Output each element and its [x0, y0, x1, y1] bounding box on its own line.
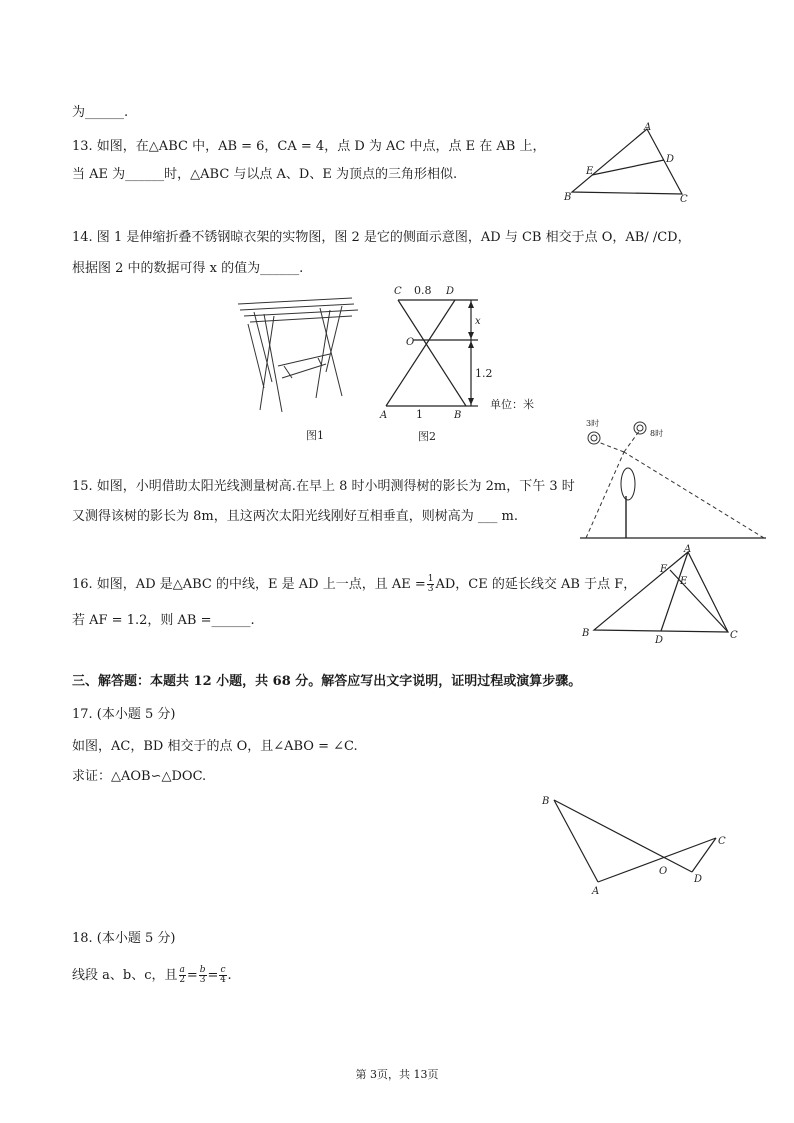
q17-label-d: D — [694, 874, 703, 885]
q14-label-x: x — [475, 316, 481, 327]
q14-line2: 根据图 2 中的数据可得 x 的值为______. — [72, 261, 304, 276]
q16-line1-post: AD，CE 的延长线交 AB 于点 F， — [435, 577, 637, 592]
q15-label-8: 8时 — [650, 429, 664, 438]
q15-line1: 15. 如图，小明借助太阳光线测量树高.在早上 8 时小明测得树的影长为 2m，下午 3 时 — [72, 479, 575, 494]
q14-label-h: 1.2 — [475, 367, 493, 380]
q13-label-d: D — [666, 154, 675, 165]
q17-figure — [536, 790, 736, 900]
q18-line-pre: 线段 a、b、c，且 — [72, 968, 178, 983]
q16-frac-num: 1 — [427, 574, 434, 584]
q16-line1 — [72, 575, 636, 594]
q16-label-f: F — [660, 564, 667, 575]
q13-label-b: B — [564, 192, 572, 203]
q16-line1-pre: 16. 如图，AD 是△ABC 的中线，E 是 AD 上一点，且 AE = — [72, 577, 426, 592]
q16-label-b: B — [582, 628, 590, 639]
q15-sun-right — [634, 422, 646, 434]
q15-ray-left — [586, 452, 624, 538]
q18-frac-a-num: a — [179, 965, 185, 975]
q17-label-c: C — [718, 836, 726, 847]
q17-line-ba — [554, 800, 598, 882]
q13-label-c: C — [680, 194, 688, 205]
q17-label-a: A — [592, 886, 600, 897]
q13-line2: 当 AE 为______时，△ABC 与以点 A、D、E 为顶点的三角形相似. — [72, 167, 458, 182]
q15-tree-crown — [621, 468, 635, 500]
q15-ray-right — [624, 452, 764, 538]
q14-line1: 14. 图 1 是伸缩折叠不锈钢晾衣架的实物图，图 2 是它的侧面示意图，AD 与 CB 相交于点 O，AB/ /CD， — [72, 230, 691, 245]
q18-eq-1: = — [186, 968, 198, 983]
q14-fig1-caption: 图1 — [306, 429, 324, 442]
q17-line1: 如图，AC，BD 相交于的点 O，且∠ABO = ∠C. — [72, 739, 358, 754]
q17-label-o: O — [659, 866, 668, 877]
q16-label-e: E — [680, 576, 688, 587]
q14-label-c: C — [394, 286, 402, 297]
q16-line-cf — [670, 570, 728, 632]
q14-label-bottom: 1 — [416, 408, 423, 421]
q16-frac-den: 3 — [427, 584, 434, 594]
q18-title: 18. (本小题 5 分) — [72, 931, 176, 946]
q14-unit: 单位：米 — [490, 398, 534, 411]
q18-frac-b-num: b — [199, 965, 206, 975]
q17-line-bd — [554, 800, 692, 872]
q13-line1: 13. 如图，在△ABC 中，AB = 6，CA = 4，点 D 为 AC 中点，点 E 在 AB 上， — [72, 139, 546, 154]
q16-label-d: D — [655, 635, 664, 646]
q16-label-a: A — [684, 544, 692, 555]
q15-figure — [576, 414, 771, 544]
q14-figure1 — [234, 292, 364, 442]
q16-figure — [576, 542, 746, 646]
q18-line-post: . — [227, 968, 232, 983]
q18-frac-c — [219, 966, 226, 985]
q18-frac-c-den: 4 — [220, 975, 226, 985]
page-footer: 第 3页，共 13页 — [355, 1068, 439, 1081]
q16-line2: 若 AF = 1.2，则 AB =______. — [72, 613, 255, 628]
q12-tail: 为______. — [72, 105, 129, 120]
q17-label-b: B — [542, 796, 550, 807]
q14-label-top: 0.8 — [414, 284, 432, 297]
q13-label-e: E — [586, 166, 594, 177]
q18-frac-c-num: c — [220, 965, 226, 975]
q16-label-c: C — [730, 630, 738, 641]
q15-label-3: 3时 — [586, 419, 600, 428]
q15-line2: 又测得该树的影长为 8m，且这两次太阳光线刚好互相垂直，则树高为 ___ m. — [72, 509, 518, 524]
q13-segment-de — [592, 160, 664, 175]
q14-label-o: O — [406, 337, 415, 348]
q16-fraction — [427, 575, 435, 594]
q18-frac-a — [179, 966, 186, 985]
section3-heading: 三、解答题：本题共 12 小题，共 68 分。解答应写出文字说明，证明过程或演算步骤。 — [72, 674, 582, 689]
q17-title: 17. (本小题 5 分) — [72, 707, 176, 722]
q18-line — [72, 966, 232, 985]
q17-line2: 求证：△AOB∽△DOC. — [72, 769, 207, 784]
q14-line-da — [386, 300, 455, 406]
q18-eq-2: = — [207, 968, 219, 983]
q14-label-d: D — [446, 286, 455, 297]
q14-label-b: B — [454, 410, 462, 421]
q18-frac-b-den: 3 — [199, 975, 206, 985]
q14-figure2 — [378, 280, 568, 445]
q14-line-cb — [398, 300, 466, 406]
q18-frac-b — [199, 966, 207, 985]
q14-fig2-caption: 图2 — [418, 430, 436, 443]
q15-sun-left — [588, 432, 600, 444]
q13-figure — [562, 120, 692, 205]
q18-frac-a-den: 2 — [179, 975, 186, 985]
q13-label-a: A — [644, 122, 652, 133]
q14-label-a: A — [380, 410, 388, 421]
